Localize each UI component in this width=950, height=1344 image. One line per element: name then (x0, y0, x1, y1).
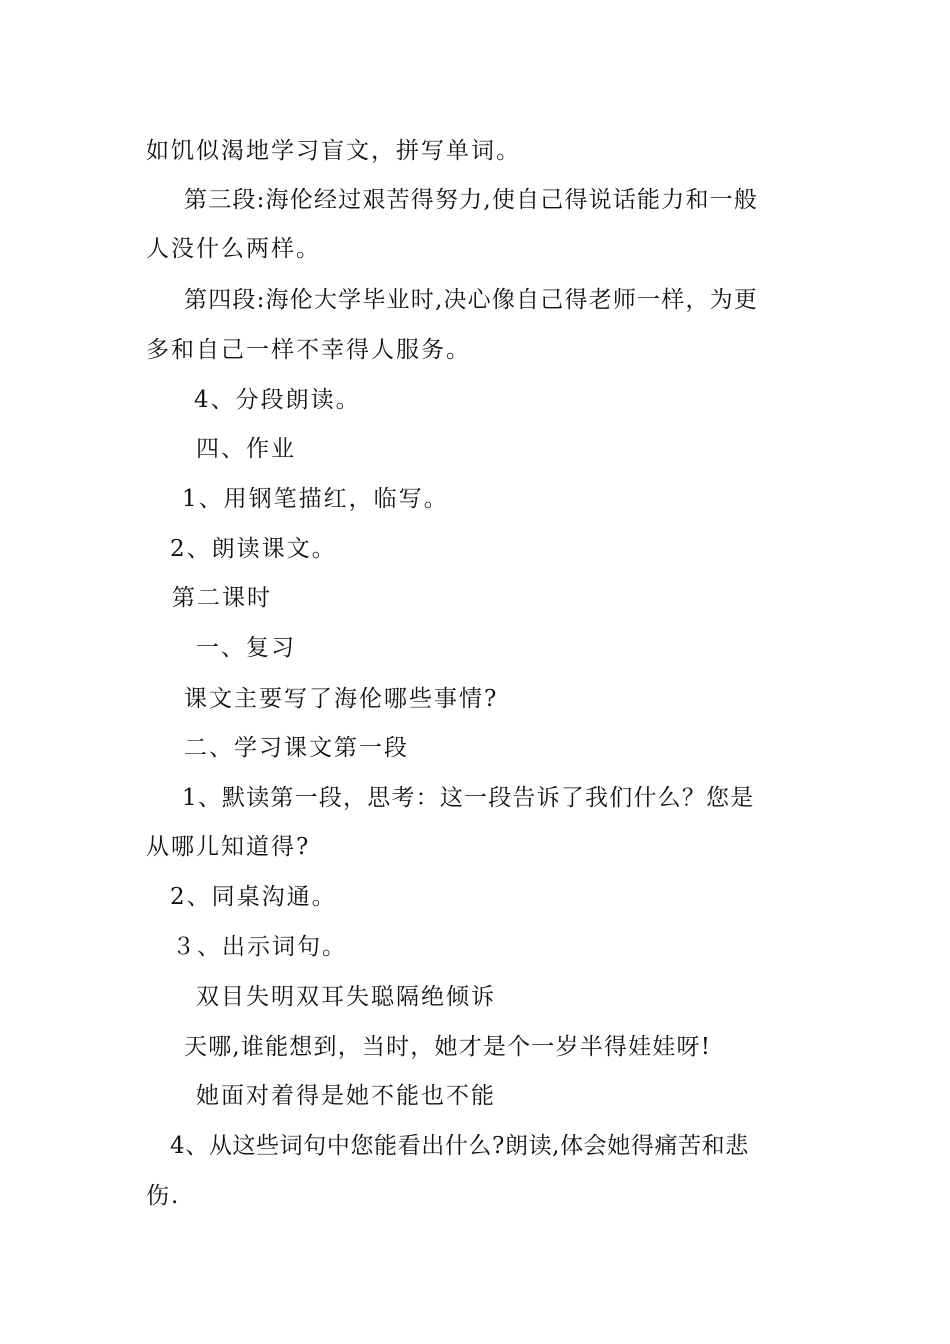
text-line-13: 二、学习课文第一段 (184, 735, 409, 761)
text-line-16: 2、同桌沟通。 (170, 884, 337, 910)
text-line-6: 4、分段朗读。 (194, 387, 361, 413)
text-line-18: 双目失明双耳失聪隔绝倾诉 (196, 984, 496, 1010)
text-line-4: 第四段:海伦大学毕业时,决心像自己得老师一样，为更 (184, 287, 759, 313)
text-line-21: 4、从这些词句中您能看出什么?朗读,体会她得痛苦和悲 (170, 1133, 749, 1159)
text-line-15: 从哪儿知道得? (146, 834, 311, 860)
text-line-14: 1、默读第一段，思考：这一段告诉了我们什么？您是 (182, 785, 755, 811)
text-line-1: 如饥似渴地学习盲文，拼写单词。 (146, 138, 521, 164)
text-line-3: 人没什么两样。 (146, 236, 321, 262)
text-line-19: 天哪,谁能想到，当时，她才是个一岁半得娃娃呀! (184, 1034, 712, 1060)
text-line-9: 2、朗读课文。 (170, 536, 337, 562)
text-line-5: 多和自己一样不幸得人服务。 (146, 337, 471, 363)
text-line-20: 她面对着得是她不能也不能 (196, 1083, 496, 1109)
text-line-22: 伤. (146, 1183, 181, 1209)
text-line-11: 一、复习 (196, 635, 296, 661)
text-line-7: 四、作业 (196, 436, 296, 462)
text-line-8: 1、用钢笔描红，临写。 (182, 486, 449, 512)
text-line-2: 第三段:海伦经过艰苦得努力,使自己得说话能力和一般 (184, 187, 759, 213)
text-line-12: 课文主要写了海伦哪些事情? (184, 686, 499, 712)
text-line-17: ３、出示词句。 (172, 934, 347, 960)
text-line-10: 第二课时 (172, 585, 272, 611)
